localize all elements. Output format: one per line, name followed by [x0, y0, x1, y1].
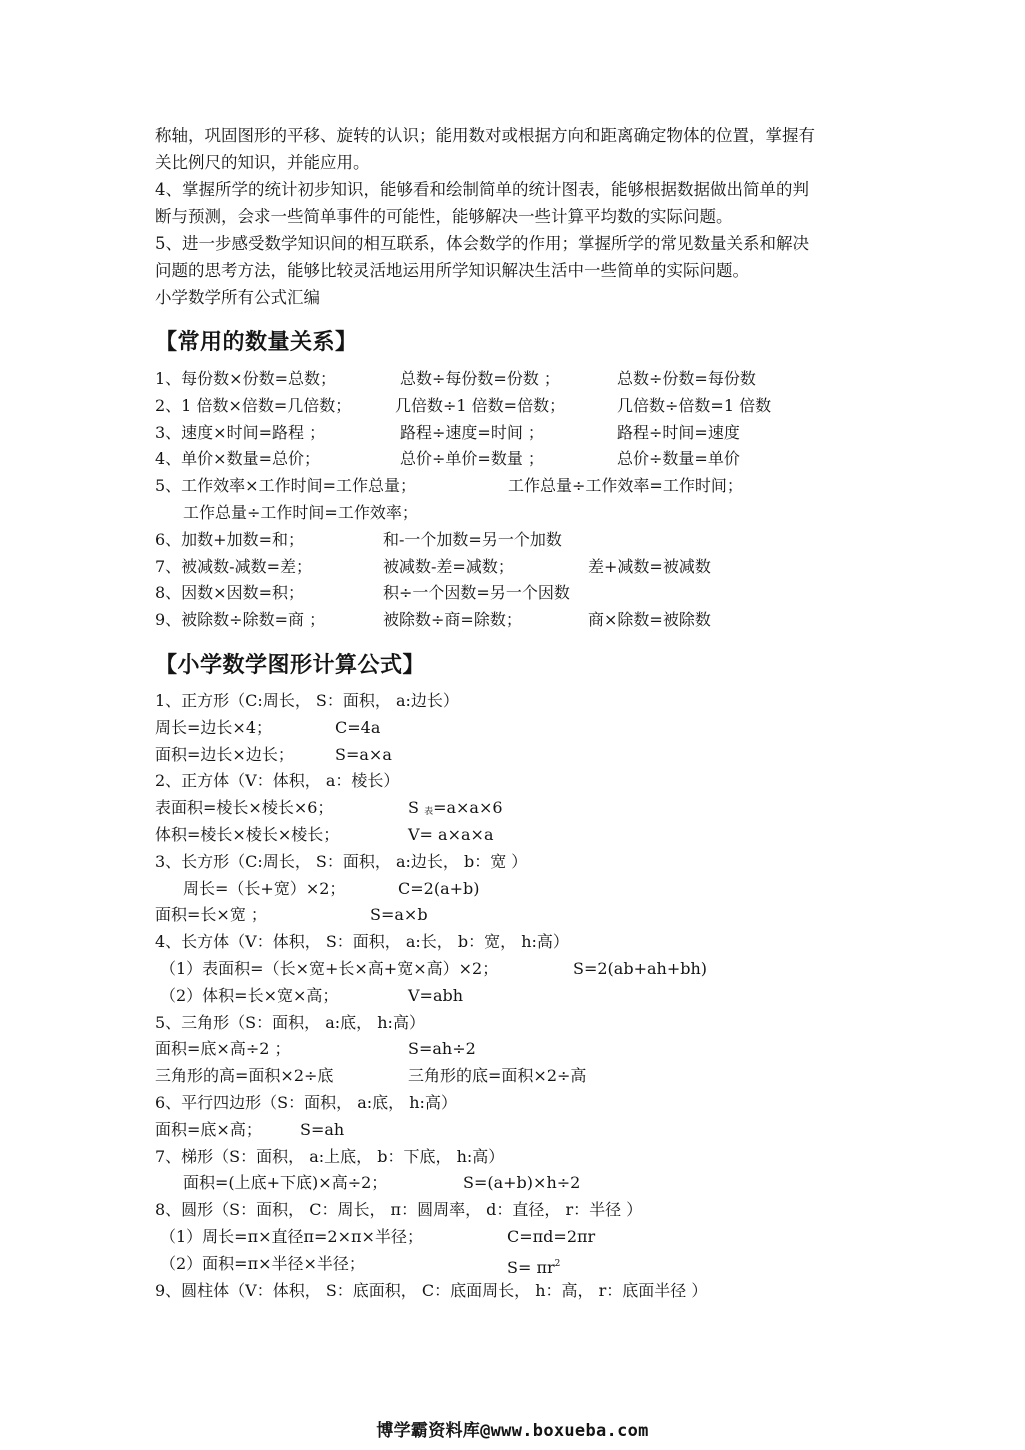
- relation-col-3: 路程÷时间=速度: [617, 422, 740, 442]
- geometry-formulas-list: [155, 688, 875, 1304]
- formula-row: [155, 956, 875, 983]
- relation-col-1: 1、每份数×份数=总数；: [155, 369, 336, 388]
- relation-col-3: 几倍数÷倍数=1 倍数: [617, 395, 772, 415]
- formula-row: [155, 1144, 875, 1171]
- formula-row: [155, 1278, 875, 1305]
- relation-col-2: 几倍数÷1 倍数=倍数；: [395, 395, 566, 415]
- formula-symbol-s: S: [408, 798, 419, 818]
- formula-symbolic: S=(a+b)×h÷2: [463, 1173, 581, 1193]
- formula-label: 4、长方体（V：体积， S：面积， a:长， b：宽， h:高）: [155, 932, 569, 952]
- relation-col-2: 总数÷每份数=份数 ；: [400, 369, 560, 388]
- formula-row: [155, 1063, 875, 1090]
- formula-exponent: 2: [554, 1258, 561, 1269]
- formula-row: [155, 929, 875, 956]
- formula-row: [155, 822, 875, 849]
- relation-col-2: 和-一个加数=另一个加数: [383, 529, 562, 549]
- formula-text: （2）面积=π×半径×半径；: [160, 1253, 365, 1273]
- relation-col-2: 总价÷单价=数量 ；: [400, 449, 544, 469]
- formula-row: [155, 983, 875, 1010]
- formula-row: [155, 715, 875, 742]
- relation-col-1: 3、速度×时间=路程 ；: [155, 422, 326, 442]
- relation-col-3: 总数÷份数=每份数: [617, 369, 756, 388]
- formula-subscript: 表: [424, 807, 434, 818]
- formula-symbolic: C=2(a+b): [398, 878, 480, 898]
- formula-row: [155, 1251, 875, 1278]
- formula-text: 周长=（长+宽）×2；: [183, 878, 346, 898]
- formula-text: 表面积=棱长×棱长×6；: [155, 798, 334, 818]
- relation-row: [155, 580, 875, 607]
- formula-row: [155, 742, 875, 769]
- relation-col-3: 差+减数=被减数: [588, 556, 711, 576]
- relation-row: [155, 420, 875, 447]
- relation-col-1: 5、工作效率×工作时间=工作总量；: [155, 476, 416, 496]
- formula-text: （1）表面积=（长×宽+长×高+宽×高）×2；: [160, 958, 499, 978]
- formula-text: 面积=(上底+下底)×高÷2；: [183, 1173, 388, 1193]
- formula-symbol-base: S= πr: [507, 1257, 555, 1277]
- relation-col-3: 商×除数=被除数: [588, 610, 711, 630]
- formula-symbolic: C=πd=2πr: [507, 1226, 596, 1246]
- intro-line: 小学数学所有公式汇编: [155, 288, 320, 307]
- relation-col-3: 总价÷数量=单价: [617, 449, 740, 469]
- formula-text: 三角形的高=面积×2÷底: [155, 1066, 334, 1086]
- relation-col-2: 被减数-差=减数；: [383, 556, 514, 576]
- relation-col-1: 工作总量÷工作时间=工作效率；: [183, 502, 418, 522]
- formula-row: [155, 849, 875, 876]
- intro-line: 称轴，巩固图形的平移、旋转的认识；能用数对或根据方向和距离确定物体的位置，掌握有: [155, 126, 815, 145]
- relation-row: [155, 527, 875, 554]
- formula-symbolic: S=ah: [300, 1119, 345, 1139]
- formula-symbolic: S=a×a: [335, 744, 392, 764]
- formula-label: 9、圆柱体（V：体积， S：底面积， C：底面周长， h：高， r：底面半径 ）: [155, 1280, 708, 1300]
- formula-row: [155, 768, 875, 795]
- formula-row: [155, 1197, 875, 1224]
- intro-line: 关比例尺的知识，并能应用。: [155, 153, 370, 172]
- relation-row: [155, 473, 875, 500]
- intro-line: 问题的思考方法，能够比较灵活地运用所学知识解决生活中一些简单的实际问题。: [155, 261, 749, 280]
- relation-col-2: 被除数÷商=除数；: [383, 610, 522, 630]
- section-heading-quantity-relations: 【常用的数量关系】: [155, 330, 358, 355]
- formula-text: 面积=底×高；: [155, 1119, 262, 1139]
- formula-text-2: 三角形的底=面积×2÷高: [408, 1066, 587, 1086]
- formula-row: [155, 1036, 875, 1063]
- formula-row: [155, 1224, 875, 1251]
- formula-symbolic: V= a×a×a: [408, 824, 494, 844]
- formula-label: 6、平行四边形（S：面积， a:底， h:高）: [155, 1092, 457, 1112]
- formula-label: 2、正方体（V：体积， a：棱长）: [155, 771, 400, 791]
- relation-row: [155, 446, 875, 473]
- formula-symbolic: S=a×b: [370, 905, 428, 925]
- relation-row: [155, 500, 875, 527]
- relation-col-1: 2、1 倍数×倍数=几倍数；: [155, 395, 352, 415]
- formula-symbolic: S=ah÷2: [408, 1039, 476, 1059]
- formula-row: [155, 902, 875, 929]
- formula-row: [155, 1170, 875, 1197]
- formula-label: 1、正方形（C:周长， S：面积， a:边长）: [155, 691, 459, 710]
- relation-row: [155, 607, 875, 634]
- formula-row: [155, 1117, 875, 1144]
- intro-line: 4、掌握所学的统计初步知识，能够看和绘制简单的统计图表，能够根据数据做出简单的判: [155, 180, 809, 199]
- relation-col-1: 6、加数+加数=和；: [155, 529, 304, 549]
- intro-text: [155, 122, 875, 311]
- quantity-relations-list: [155, 366, 875, 634]
- section-heading-geometry-formulas: 【小学数学图形计算公式】: [155, 653, 426, 678]
- formula-label: 3、长方形（C:周长， S：面积， a:边长， b：宽 ）: [155, 851, 528, 871]
- relation-col-1: 8、因数×因数=积；: [155, 583, 304, 603]
- formula-row: [155, 1010, 875, 1037]
- relation-row: [155, 393, 875, 420]
- formula-symbol-rest: =a×a×6: [433, 798, 503, 818]
- formula-label: 7、梯形（S：面积， a:上底， b：下底， h:高）: [155, 1146, 505, 1166]
- formula-row: [155, 876, 875, 903]
- intro-line: 5、进一步感受数学知识间的相互联系，体会数学的作用；掌握所学的常见数量关系和解决: [155, 234, 809, 253]
- formula-text: 面积=边长×边长；: [155, 744, 294, 764]
- relation-row: [155, 366, 875, 393]
- formula-text: 体积=棱长×棱长×棱长；: [155, 824, 340, 844]
- formula-symbolic: S=2(ab+ah+bh): [573, 958, 708, 978]
- formula-symbolic: C=4a: [335, 717, 381, 737]
- relation-col-2: 工作总量÷工作效率=工作时间；: [508, 476, 743, 496]
- relation-row: [155, 554, 875, 581]
- formula-text: 面积=长×宽 ；: [155, 905, 267, 925]
- relation-col-1: 4、单价×数量=总价；: [155, 449, 320, 469]
- formula-label: 8、圆形（S：面积， C：周长， π：圆周率， d：直径， r：半径 ）: [155, 1200, 643, 1220]
- formula-row: [155, 1090, 875, 1117]
- formula-row: [155, 688, 875, 715]
- relation-col-2: 积÷一个因数=另一个因数: [383, 583, 570, 603]
- formula-row: [155, 795, 875, 822]
- formula-label: 5、三角形（S：面积， a:底， h:高）: [155, 1012, 425, 1032]
- footer-watermark: 博学霸资料库@www.boxueba.com: [376, 1421, 649, 1441]
- relation-col-1: 9、被除数÷除数=商 ；: [155, 610, 326, 630]
- intro-line: 断与预测，会求一些简单事件的可能性，能够解决一些计算平均数的实际问题。: [155, 207, 733, 226]
- formula-symbolic: V=abh: [408, 985, 464, 1005]
- relation-col-2: 路程÷速度=时间 ；: [400, 422, 544, 442]
- formula-text: （1）周长=π×直径π=2×π×半径；: [160, 1226, 423, 1246]
- formula-text: （2）体积=长×宽×高；: [160, 985, 339, 1005]
- formula-text: 面积=底×高÷2 ；: [155, 1039, 291, 1059]
- formula-text: 周长=边长×4；: [155, 717, 272, 737]
- relation-col-1: 7、被减数-减数=差；: [155, 556, 312, 576]
